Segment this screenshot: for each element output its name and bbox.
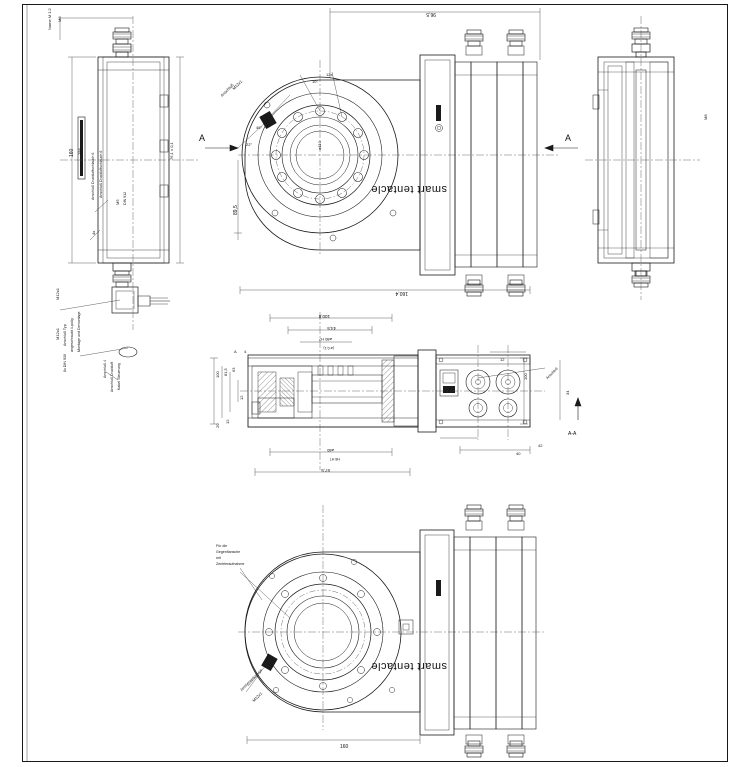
- frame-lines: [23, 5, 728, 762]
- dimension-label: A-A: [568, 431, 577, 437]
- dimension-label: Gegenflansche: [216, 550, 241, 554]
- section-arrows-bottom: [575, 398, 581, 420]
- dimension-label: 12x: [326, 72, 333, 77]
- dimension-label: 100: [523, 373, 528, 380]
- brand-label-bottom-view: smart tentacle: [370, 660, 447, 672]
- view-bottom-plan: [245, 505, 536, 757]
- section-letter-right: A: [565, 133, 572, 143]
- dimension-label: ø110: [317, 141, 322, 150]
- brand-label-top-view: smart tentacle: [370, 183, 447, 195]
- top-view-dimension-lines: [231, 8, 540, 294]
- dimension-label: M12x1: [251, 690, 264, 703]
- dimension-label: Name M 1:2: [47, 8, 52, 30]
- dimension-label: 44,5: [327, 326, 336, 331]
- dimension-label: 156: [77, 148, 82, 155]
- dimension-label: Zentrieraufnahme: [216, 562, 245, 566]
- dimension-label: 8x DIN 930: [63, 354, 67, 372]
- dimension-label: 4x: [91, 230, 96, 235]
- dimension-label: 160: [69, 148, 75, 157]
- dimension-label: 76,1 ± 0,1: [169, 142, 174, 160]
- dimension-label: 34: [565, 390, 570, 395]
- dimension-label: Montage und Demontage: [77, 311, 81, 352]
- dimension-label: 63: [231, 367, 236, 372]
- view-right-side: [593, 28, 674, 287]
- dimension-label: 22°: [246, 142, 253, 147]
- dimension-label: M12x1: [55, 287, 60, 300]
- dimension-label: 42: [538, 443, 543, 448]
- dimension-label: Anschluß 4: [103, 360, 107, 378]
- dimension-label: M5: [115, 199, 120, 205]
- dimension-label: H8 H7: [329, 457, 340, 461]
- dimension-label: M12x1: [231, 78, 244, 91]
- dimension-label: Anschluß: [219, 82, 235, 98]
- view-section-aa: [248, 350, 530, 432]
- dimension-label: Zentrierwerkzeuge: [239, 668, 264, 693]
- right-view-centerlines: [585, 16, 700, 300]
- dimension-label: 160,4: [395, 290, 408, 296]
- dimension-label: 40: [516, 451, 521, 456]
- dimension-label: 96,5: [426, 11, 436, 17]
- dimension-label: 12: [225, 419, 230, 424]
- dimension-label: 45°: [256, 125, 263, 130]
- dimension-label: Anschluß Druckluftschlauch 6: [99, 150, 103, 198]
- dimension-label: 20: [215, 423, 220, 428]
- dimension-label: Anschluß: [545, 366, 559, 381]
- dimension-label: 12: [500, 357, 505, 362]
- dimension-label: 89,5: [233, 205, 239, 215]
- dimension-label: 57,5: [321, 468, 330, 473]
- view-top-plan: [242, 30, 537, 296]
- dimension-label: Anschluß Druckluftschlauch 6: [91, 152, 95, 200]
- section-letter-left: A: [199, 133, 206, 143]
- dimension-label: ø80: [327, 448, 334, 453]
- dimension-label: DIN 912: [123, 191, 127, 205]
- dimension-label: 4: [244, 349, 247, 354]
- dimension-label: 100: [215, 371, 220, 378]
- dimension-label: (ø 0,1): [323, 346, 334, 350]
- dimension-label: 12: [239, 395, 244, 400]
- dimension-label: ø80 H7: [318, 337, 332, 342]
- dimension-label: Kabel Steuerung: [117, 363, 121, 390]
- dimension-label: M8: [703, 114, 708, 120]
- dimension-label: Anschluß Druckluft: [110, 361, 114, 392]
- dimension-label: Für die: [216, 544, 228, 548]
- dimension-label: Anschluß Typ: [63, 324, 67, 346]
- bottom-view-centerlines: [238, 505, 545, 730]
- dimension-label: M12x1: [55, 327, 60, 340]
- dimension-label: 160: [340, 744, 349, 750]
- dimension-label: angeschraubt 4-polig: [70, 318, 74, 352]
- dimension-label: mit: [216, 556, 221, 560]
- dimension-label: 10°: [312, 79, 319, 84]
- dimension-label: 81,5: [223, 368, 228, 376]
- dimension-label: 100,8: [318, 314, 330, 319]
- dimension-label: A: [234, 349, 237, 354]
- dimension-label: M8: [57, 16, 62, 22]
